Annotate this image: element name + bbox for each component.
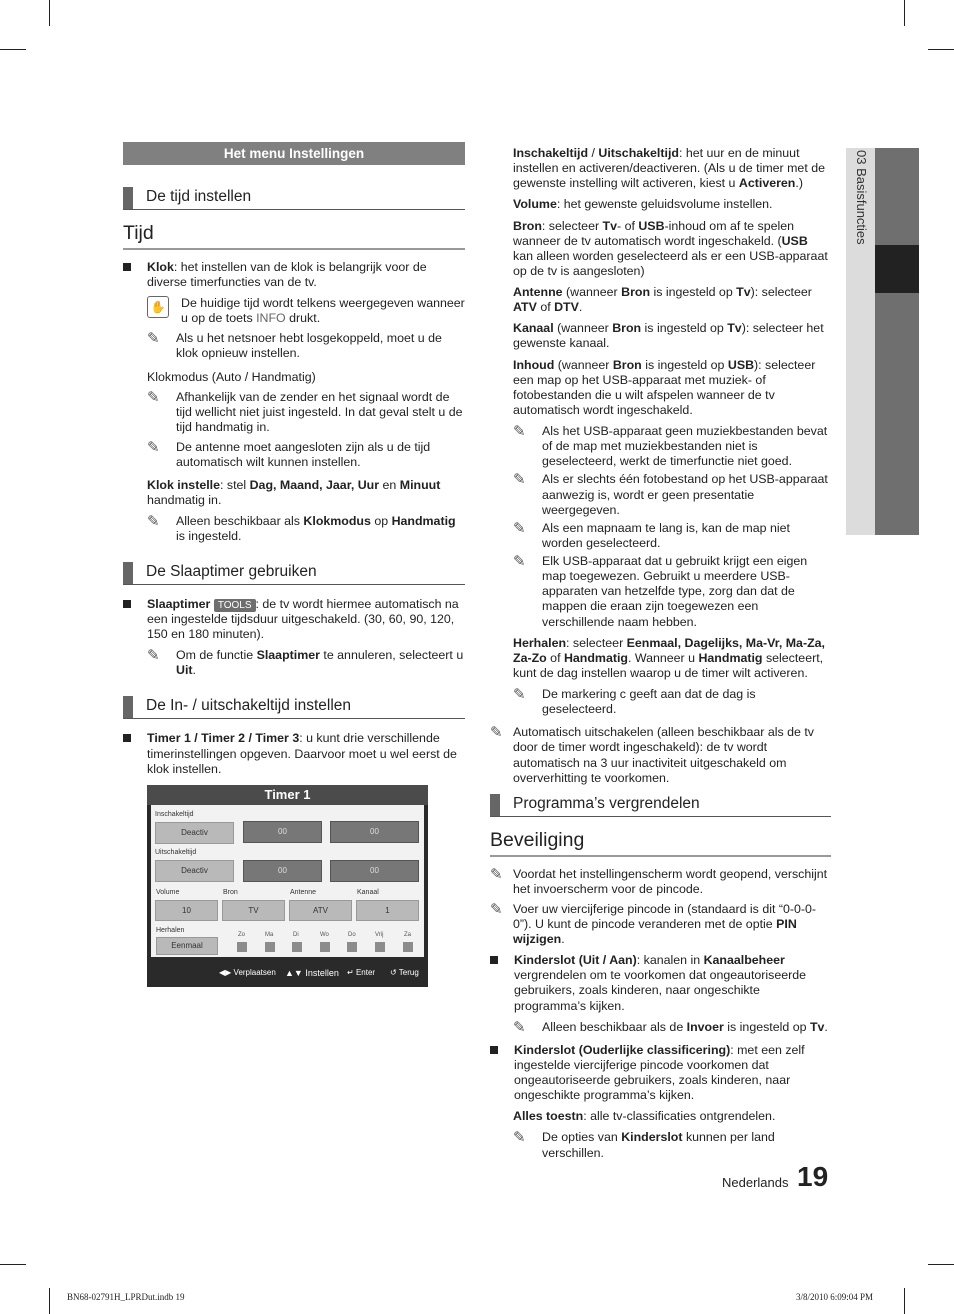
info-note: ✋ De huidige tijd wordt telkens weergegeven wanneer u op de toets INFO drukt. (147, 296, 465, 326)
note-afhankelijk: ✎ Afhankelijk van de zender en het signaal wordt de tijd wellicht niet juist ingesteld. In dat geval stelt u de tijd handmatig in. (147, 388, 463, 434)
note-voordat: ✎ Voordat het instellingenscherm wordt geopend, verschijnt het invoerscherm voor de pincode. (490, 865, 828, 896)
para-kanaal: Kanaal (wanneer Bron is ingesteld op Tv): selecteer het gewenste kanaal. (513, 321, 824, 351)
chapter-tab-label: 03 Basisfuncties (854, 150, 869, 245)
osd-label-herhalen: Herhalen (156, 926, 185, 934)
osd-nav-enter: ↵ Enter (347, 967, 376, 977)
osd-bron-field[interactable]: TV (222, 900, 285, 921)
osd-day-label: Za (404, 931, 412, 938)
note-usb-1: ✎ Als het USB-apparaat geen muziekbestanden bevat of de map met muziekbestanden niet is geselecteerd, werkt de timerfunctie niet goed. (513, 423, 828, 469)
pencil-note-icon: ✎ (147, 388, 160, 406)
note-slaaptimer: ✎ Om de functie Slaaptimer te annuleren, selecteert u Uit. (147, 647, 464, 678)
osd-label-antenne: Antenne (290, 888, 317, 896)
bullet-klok: Klok: het instellen van de klok is belangrijk voor de diverse timerfuncties van de tv. (123, 260, 465, 290)
osd-nav-adjust: ▲▼ Instellen (285, 967, 339, 978)
para-inhoud: Inhoud (wanneer Bron is ingesteld op USB): selecteer een map op het USB-apparaat met muziek- of fotobestanden die u wilt afspelen wanneer de tv automatisch wordt ingeschakeld. (513, 357, 816, 417)
note-usb-2: ✎ Als er slechts één fotobestand op het USB-apparaat aanwezig is, wordt er geen presentatie weergegeven. (513, 471, 828, 517)
arrows-up-down-icon: ▲▼ (285, 967, 303, 978)
crop-mark (928, 1264, 954, 1265)
osd-day-checkbox[interactable] (347, 942, 357, 952)
para-inschakeltijd: Inschakeltijd / Uitschakeltijd: het uur en de minuut instellen en activeren/deactiveren. (Als u de timer met de gewenste instelling wilt activeren, kiest u Activeren.) (513, 146, 825, 191)
osd-day-label: Ma (265, 931, 274, 938)
note-netsnoer: ✎ Als u het netsnoer hebt losgekoppeld, moet u de klok opnieuw instellen. (147, 330, 442, 361)
osd-label-uitschakeltijd: Uitschakeltijd (155, 848, 197, 856)
hand-info-icon: ✋ (147, 296, 169, 318)
pencil-note-icon: ✎ (513, 519, 526, 537)
bullet-kinderslot-ouderlijk: Kinderslot (Ouderlijke classificering): met een zelf ingestelde viercijferige pincode voorkomen dat ongeautoriseerde gebruikers, zoals kinderen, naar ongeschikte programma’s kijken. (490, 1043, 831, 1104)
pencil-note-icon: ✎ (513, 1018, 526, 1036)
pencil-note-icon: ✎ (513, 553, 526, 570)
osd-day-label: Vrij (375, 931, 384, 938)
note-alleen-beschikbaar: ✎ Alleen beschikbaar als Klokmodus op Handmatig is ingesteld. (147, 512, 456, 543)
crop-mark (904, 1288, 905, 1314)
osd-day-label: Wo (320, 931, 329, 938)
bullet-timer: Timer 1 / Timer 2 / Timer 3: u kunt drie verschillende timerinstellingen opgeven. Daarvoor moet u wel eerst de klok instellen. (123, 731, 465, 776)
osd-nav-bar (147, 959, 428, 987)
chapter-tab-dark (875, 148, 919, 535)
osd-kanaal-field[interactable]: 1 (356, 900, 419, 921)
subheading-slaaptimer: De Slaaptimer gebruiken (123, 562, 465, 585)
osd-day-checkbox[interactable] (237, 942, 247, 952)
klokmodus-label: Klokmodus (Auto / Handmatig) (147, 369, 316, 384)
pencil-note-icon: ✎ (490, 900, 503, 918)
para-bron: Bron: selecteer Tv- of USB-inhoud om af te spelen wanneer de tv automatisch wordt ingeschakeld. (USB kan alleen worden geselecteerd als er een USB-apparaat op de tv is aangesloten) (513, 218, 828, 278)
bullet-kinderslot-uit-aan: Kinderslot (Uit / Aan): kanalen in Kanaalbeheer vergrendelen om te voorkomen dat ongeautoriseerde gebruikers, zoals kinderen, naar ongeschikte programma’s kijken. (490, 953, 831, 1014)
osd-day-label: Do (348, 931, 356, 938)
right-column (490, 146, 831, 1166)
klok-instelle: Klok instelle: stel Dag, Maand, Jaar, Uur en Minuut handmatig in. (147, 478, 441, 508)
pencil-note-icon: ✎ (513, 1129, 526, 1147)
osd-panel (151, 805, 424, 957)
pencil-note-icon: ✎ (147, 512, 160, 530)
note-usb-3: ✎ Als een mapnaam te lang is, kan de map niet worden geselecteerd. (513, 519, 790, 550)
para-antenne: Antenne (wanneer Bron is ingesteld op Tv): selecteer ATV of DTV. (513, 285, 812, 315)
osd-uitschakel-hour[interactable]: 00 (243, 860, 322, 882)
osd-day-checkbox[interactable] (375, 942, 385, 952)
bullet-slaaptimer: Slaaptimer TOOLS : de tv wordt hiermee automatisch na een ingestelde tijdsduur uitgeschakeld. (30, 60, 90, 120, 150 en 180 minuten). (123, 597, 465, 642)
pencil-note-icon: ✎ (513, 686, 526, 703)
osd-day-checkbox[interactable] (403, 942, 413, 952)
para-volume: Volume: het gewenste geluidsvolume instellen. (513, 197, 773, 212)
note-automatisch: ✎ Automatisch uitschakelen (alleen beschikbaar als de tv door de timer wordt ingeschakeld): de tv wordt automatisch na 3 uur inactiviteit uitgeschakeld om oververhitting te voorkomen. (490, 724, 814, 785)
pencil-note-icon: ✎ (513, 471, 526, 489)
print-slug-date: 3/8/2010 6:09:04 PM (796, 1292, 874, 1302)
osd-herhalen-field[interactable]: Eenmaal (156, 937, 218, 955)
timer-osd-screen (147, 785, 428, 987)
osd-label-kanaal: Kanaal (357, 888, 379, 896)
print-slug-file: BN68-02791H_LPRDut.indb 19 (67, 1292, 185, 1302)
note-opties: ✎ De opties van Kinderslot kunnen per land verschillen. (513, 1129, 775, 1160)
pencil-note-icon: ✎ (147, 647, 160, 665)
note-antenne: ✎ De antenne moet aangesloten zijn als u de tijd automatisch wilt kunnen instellen. (147, 439, 431, 470)
note-invoer: ✎ Alleen beschikbaar als de Invoer is ingesteld op Tv. (513, 1018, 828, 1036)
osd-nav-move: ◀▶ Verplaatsen (219, 967, 276, 977)
subheading-tijd-instellen: De tijd instellen (123, 187, 465, 210)
page-number: 19 (797, 1161, 829, 1192)
pencil-note-icon: ✎ (490, 865, 503, 883)
pencil-note-icon: ✎ (147, 330, 160, 348)
heading-tijd: Tijd (123, 222, 465, 250)
menu-bar-title: Het menu Instellingen (123, 142, 465, 165)
osd-inschakel-toggle[interactable]: Deactiv (155, 822, 234, 844)
pencil-note-icon: ✎ (490, 724, 503, 742)
osd-day-checkbox[interactable] (320, 942, 330, 952)
note-usb-4: ✎ Elk USB-apparaat dat u gebruikt krijgt een eigen map toegewezen. Gebruikt u meerdere USB-apparaten van hetzelfde type, zorg dan dat de mappen die eraan zijn toegewezen een verschillende naam hebben. (513, 553, 808, 629)
osd-label-inschakeltijd: Inschakeltijd (155, 810, 194, 818)
tools-button-icon: TOOLS (214, 599, 256, 612)
osd-volume-field[interactable]: 10 (155, 900, 218, 921)
pencil-note-icon: ✎ (147, 439, 160, 457)
subheading-programma-vergrendelen: Programma’s vergrendelen (490, 794, 831, 817)
osd-day-label: Di (293, 931, 299, 938)
osd-label-bron: Bron (223, 888, 238, 896)
osd-title: Timer 1 (147, 785, 428, 805)
osd-uitschakel-toggle[interactable]: Deactiv (155, 860, 234, 882)
crop-mark (0, 1264, 26, 1265)
osd-inschakel-hour[interactable]: 00 (243, 821, 322, 843)
footer-language: Nederlands (722, 1175, 789, 1190)
osd-inschakel-minute[interactable]: 00 (330, 821, 419, 843)
osd-day-checkbox[interactable] (292, 942, 302, 952)
para-herhalen: Herhalen: selecteer Eenmaal, Dagelijks, Ma-Vr, Ma-Za, Za-Zo of Handmatig. Wanneer u Handmatig selecteert, kunt de dag instellen waarop u de timer wilt activeren. (513, 635, 825, 680)
left-column (123, 142, 465, 987)
note-pincode: ✎ Voer uw viercijferige pincode in (standaard is dit “0-0-0-0”). U kunt de pincode veranderen met de optie PIN wijzigen. (490, 900, 817, 947)
arrows-left-right-icon: ◀▶ (219, 967, 232, 977)
crop-mark (49, 0, 50, 26)
note-markering: ✎ De markering c geeft aan dat de dag is geselecteerd. (513, 686, 756, 717)
osd-nav-back: ↺ Terug (390, 967, 419, 977)
chapter-tab-marker (875, 245, 919, 293)
para-alles-toestn: Alles toestn: alle tv-classificaties ontgrendelen. (513, 1109, 776, 1124)
crop-mark (928, 49, 954, 50)
osd-day-checkbox[interactable] (265, 942, 275, 952)
heading-beveiliging: Beveiliging (490, 829, 831, 857)
osd-antenne-field[interactable]: ATV (289, 900, 352, 921)
return-icon: ↺ (390, 967, 397, 977)
crop-mark (904, 0, 905, 26)
subheading-inuitschakeltijd: De In- / uitschakeltijd instellen (123, 696, 465, 719)
osd-label-volume: Volume (156, 888, 180, 896)
enter-icon: ↵ (347, 967, 354, 977)
osd-day-label: Zo (238, 931, 246, 938)
crop-mark (49, 1288, 50, 1314)
pencil-note-icon: ✎ (513, 423, 526, 440)
crop-mark (0, 49, 26, 50)
osd-uitschakel-minute[interactable]: 00 (330, 860, 419, 882)
